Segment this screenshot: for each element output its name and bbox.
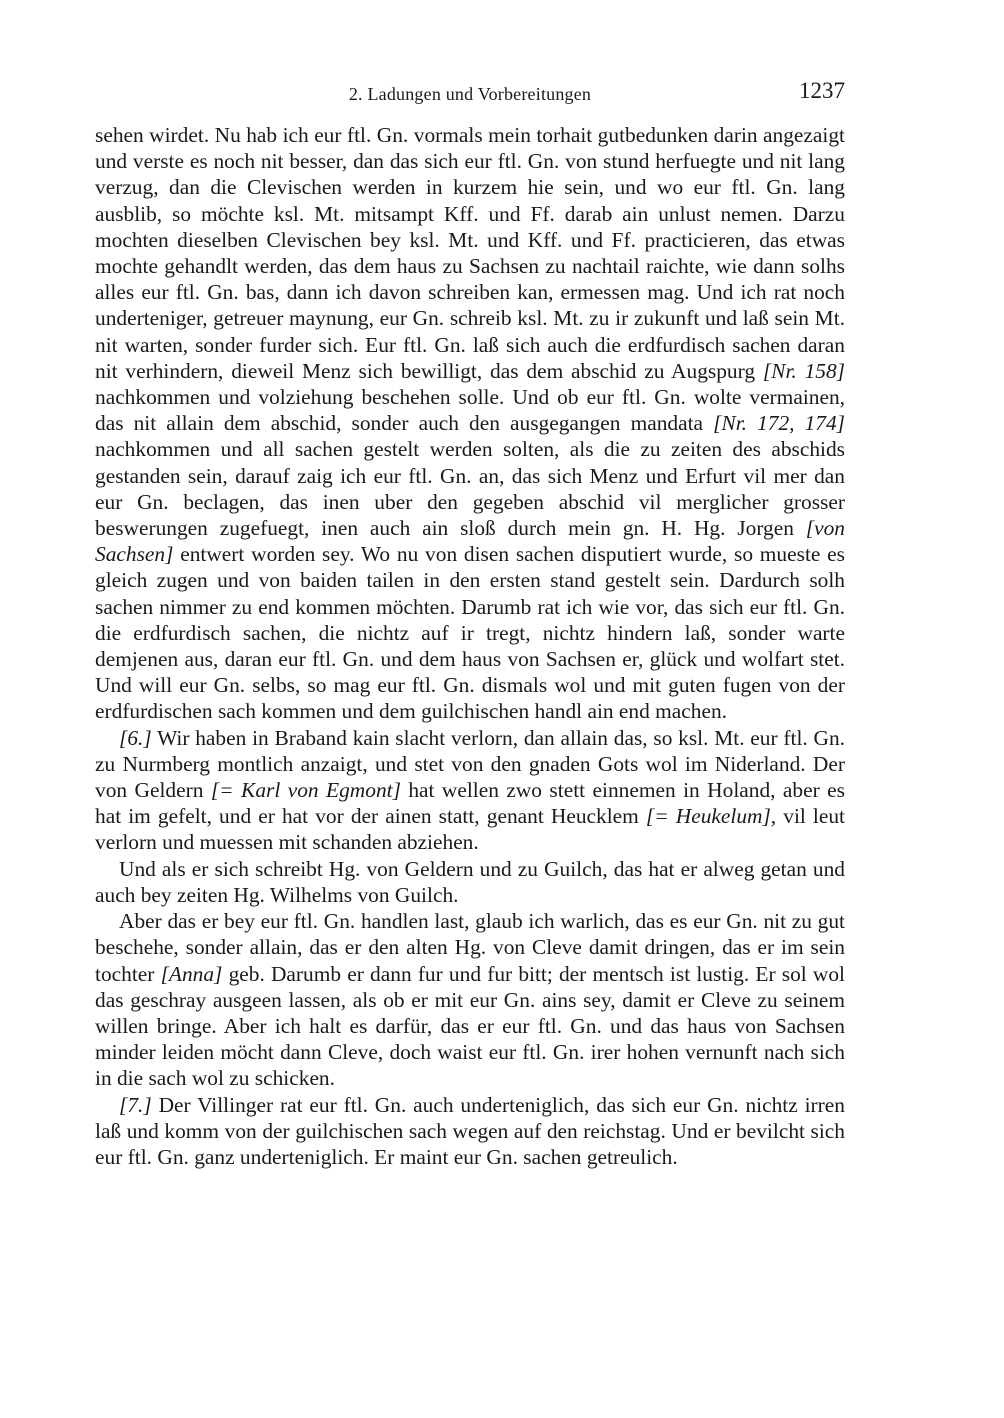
editorial-annotation: [6.] <box>119 725 152 750</box>
body-text <box>95 122 845 1170</box>
text-segment: entwert worden sey. Wo nu von disen sachen disputiert wurde, so mueste es gleich zugen und von baiden tailen in den ersten stand gestelt sein. Dardurch solh sachen nimmer zu end kommen möchten. Darumb rat ich wie vor, das sich eur ftl. Gn. die erdfurdisch sachen, die nichtz auf ir tregt, nichtz hindern laß, sonder warte demjenen aus, daran eur ftl. Gn. und dem haus von Sachsen er, glück und wolfart stet. Und will eur Gn. selbs, so mag eur ftl. Gn. dismals wol und mit guten fugen von der erdfurdischen sach kommen und dem guilchischen handl ain end machen. <box>95 542 845 724</box>
running-header <box>95 78 845 108</box>
text-segment: , vil leut verlorn und muessen mit schanden abziehen. <box>95 804 846 855</box>
text-segment: sehen wirdet. Nu hab ich eur ftl. Gn. vormals mein torhait gutbedunken darin angezaigt und verste es noch nit besser, dan das sich eur ftl. Gn. von stund herfuegte und nit lang verzug, dan die Clevischen werden in kurzem hie sein, und wo eur ftl. Gn. lang ausblib, so möchte ksl. Mt. mitsampt Kff. und Ff. darab ain unlust nemen. Darzu mochten dieselben Clevischen bey ksl. Mt. und Kff. und Ff. practicieren, das etwas mochte gehandlt werden, das dem haus zu Sachsen zu nachtail raichte, wie dann solhs alles eur ftl. Gn. bas, dann ich davon schreiben kan, ermessen mag. Und ich rat noch underteniger, getreuer maynung, eur Gn. schreib ksl. Mt. zu ir zukunft und laß sein Mt. nit warten, sonder furder sich. Eur ftl. Gn. laß sich auch die erdfurdisch sachen daran nit verhindern, dieweil Menz sich bewilligt, das dem abschid zu Augspurg <box>95 123 845 383</box>
editorial-annotation: [= Karl von Egmont] <box>210 778 401 803</box>
editorial-annotation: [Anna] <box>160 961 223 986</box>
editorial-annotation: [= Heukelum] <box>645 804 771 829</box>
text-segment: Und als er sich schreibt Hg. von Geldern und zu Guilch, das hat er alweg getan und auch bey zeiten Hg. Wilhelms von Guilch. <box>95 856 845 907</box>
paragraph <box>95 122 845 725</box>
paragraph <box>95 1092 845 1171</box>
text-segment: geb. Darumb er dann fur und fur bitt; der mentsch ist lustig. Er sol wol das geschray ausgeen lassen, als ob er mit eur Gn. ains sey, damit er Cleve zu seinem willen bringe. Aber ich halt es darfür, das er eur ftl. Gn. und das haus von Sachsen minder leiden möcht dann Cleve, doch waist eur ftl. Gn. irer hohen vernunft nach sich in die sach wol zu schicken. <box>95 961 845 1091</box>
text-segment: nachkommen und all sachen gestelt werden solten, als die zu zeiten des abschids gestanden sein, darauf zaig ich eur ftl. Gn. an, das sich Menz und Erfurt vil mer dan eur Gn. beclagen, das inen uber den gegeben abschid vil merglicher grosser beswerungen zugefuegt, inen auch ain sloß durch mein gn. H. Hg. Jorgen <box>95 437 845 541</box>
text-segment: nachkommen und volziehung beschehen solle. Und ob eur ftl. Gn. wolte vermainen, das nit allain dem abschid, sonder auch den ausgegangen mandata <box>95 385 845 436</box>
text-segment: Der Villinger rat eur ftl. Gn. auch underteniglich, das sich eur Gn. nichtz irren laß und komm von der guilchischen sach wegen auf den reichstag. Und er bevilcht sich eur ftl. Gn. ganz underteniglich. Er maint eur Gn. sachen getreulich. <box>95 1092 845 1169</box>
page-number: 1237 <box>799 78 845 103</box>
paragraph <box>95 856 845 908</box>
text-segment: Wir haben in Braband kain slacht verlorn, dan allain das, so ksl. Mt. eur ftl. Gn. zu Nurmberg montlich anzaigt, und stet von den gnaden Gots wol im Niderland. Der von Geldern <box>95 725 845 803</box>
text-segment: hat wellen zwo stett einnemen in Holand, aber es hat im gefelt, und er hat vor der ainen statt, genant Heucklem <box>95 778 845 829</box>
editorial-annotation: [Nr. 172, 174] <box>713 411 845 436</box>
text-segment: Aber das er bey eur ftl. Gn. handlen last, glaub ich warlich, das es eur Gn. nit zu gut beschehe, sonder allain, das er den alten Hg. von Cleve damit dringen, das er im sein tochter <box>95 909 845 986</box>
paragraph <box>95 725 845 856</box>
running-title: 2. Ladungen und Vorbereitungen <box>348 84 592 104</box>
paragraph <box>95 908 845 1091</box>
editorial-annotation: [7.] <box>119 1092 152 1117</box>
editorial-annotation: [von Sachsen] <box>95 516 845 567</box>
editorial-annotation: [Nr. 158] <box>762 358 845 383</box>
document-page <box>95 78 845 1170</box>
